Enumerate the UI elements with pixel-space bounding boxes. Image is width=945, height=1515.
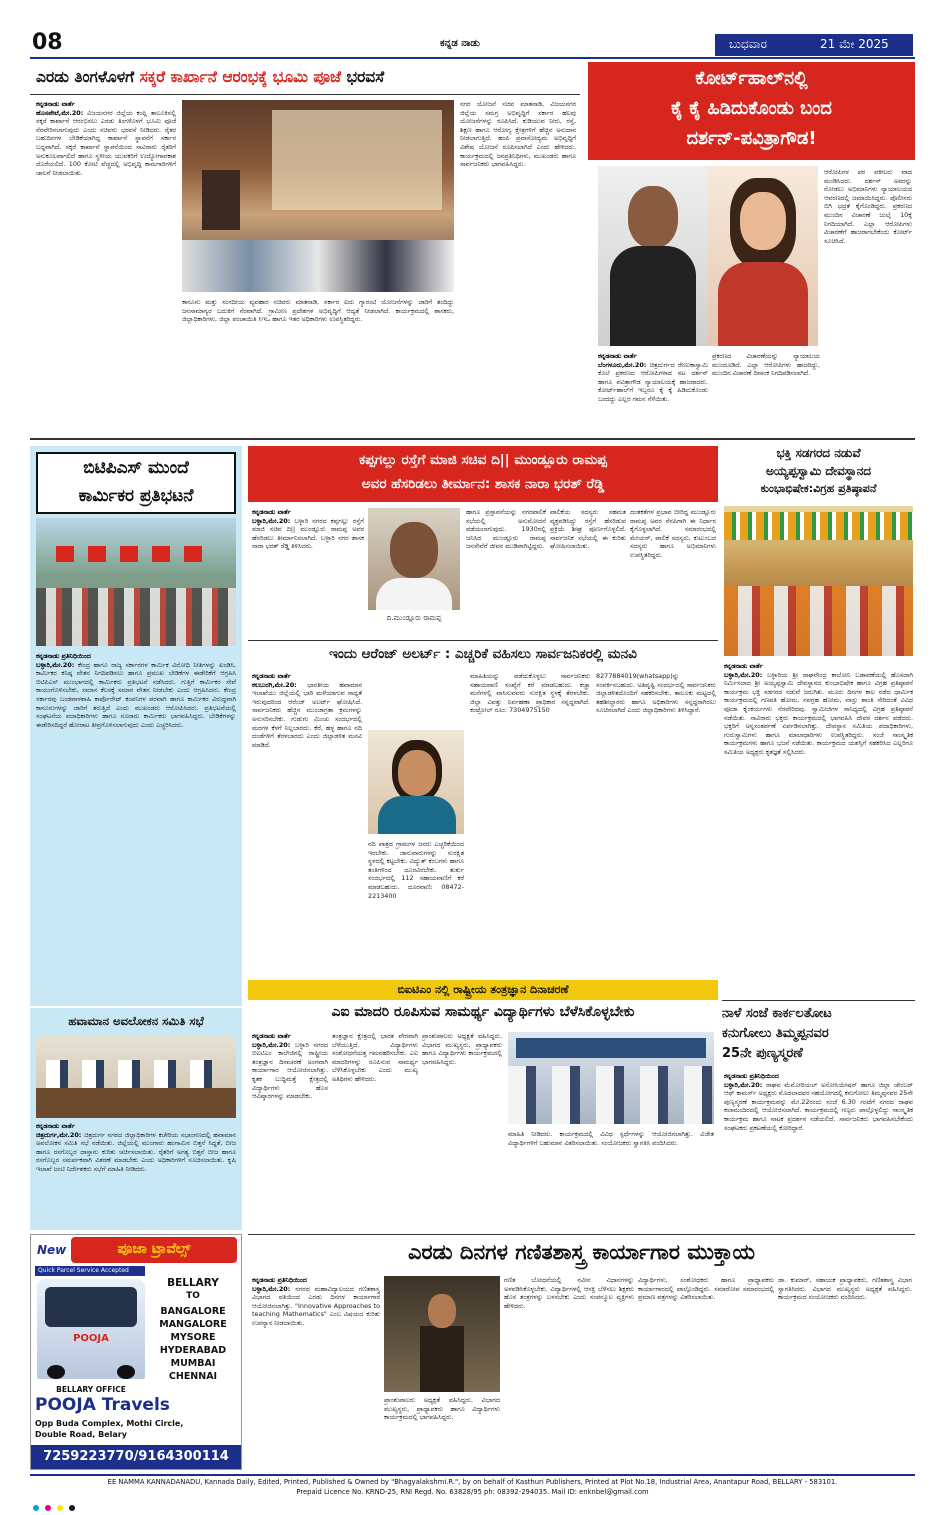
story-column: ಪ್ರಾಂಶುಪಾಲರು ಅಧ್ಯಕ್ಷತೆ ವಹಿಸಿದ್ದರು. ವಿಭಾಗದ ಮುಖ್ಯಸ್ಥರು, ಪ್ರಾಧ್ಯಾಪಕರು ಹಾಗೂ ವಿದ್ಯಾರ್ಥಿಗಳು ಕಾರ್ಯಕ್ರಮದಲ್ಲಿ ಭಾಗವಹಿಸಿದ್ದರು.: [422, 1032, 502, 1066]
imprint-line: EE NAMMA KANNADANADU, Kannada Daily, Edited, Printed, Published & Owned by "Bhagyalakshmi.R.", by on behalf of Kasthuri Publishers, Printed at Plot No.18, Industrial Area, Anantapur Road, BELLARY - 583101.: [107, 1478, 838, 1486]
imprint-line: Prepaid Licence No. KRND-25, RNI Regd. No. 63828/95 ph: 08392-294035. Mail ID: enknbel@gmail.com: [296, 1488, 649, 1496]
story-body: [36, 652, 236, 1002]
byline: ಕನ್ನಡನಾಡು ವಾರ್ತೆ: [252, 1032, 291, 1040]
story-body: [36, 1122, 236, 1228]
story-column: [36, 100, 176, 430]
portrait-head: [628, 186, 678, 248]
portrait-body: [718, 262, 808, 346]
ad-brand-en: POOJA Travels: [35, 1395, 170, 1415]
story-column: ಮಾಹಿತಿಯನ್ನು ಪಡೆದುಕೊಳ್ಳಲು ಸಾರ್ವಜನಿಕರು ಸಹಾಯವಾಣಿ ಸಂಖ್ಯೆಗೆ ಕರೆ ಮಾಡಬಹುದು. ಕಚ್ಚಾ ಮನೆಗಳಲ್ಲಿ ವಾಸಿಸುವವರು ಸುರಕ್ಷಿತ ಸ್ಥಳಕ್ಕೆ ತೆರಳಬೇಕು. ಜಿಲ್ಲಾ ವಿಪತ್ತು ನಿರ್ವಹಣಾ ಪ್ರಾಧಿಕಾರ ಸನ್ನದ್ಧವಾಗಿದೆ. ಕಂಟ್ರೋಲ್ ರೂಂ: 7304975150: [470, 672, 590, 715]
ad-address: Double Road, Belary: [35, 1430, 127, 1439]
byline: ಕನ್ನಡನಾಡು ವಾರ್ತೆ: [252, 672, 291, 680]
headline-box: [248, 446, 718, 502]
ad-brand-kn: ಪೂಜಾ ಟ್ರಾವೆಲ್ಸ್: [117, 1241, 191, 1257]
headline-line: ಭಕ್ತಿ ಸಡಗರದ ನಡುವೆ: [776, 446, 861, 460]
photo-caption: ದಿ.ಮುಂಡ್ಲೂರು ರಾಮಪ್ಪ: [386, 614, 442, 622]
headline-line: ಅವರ ಹೆಸರಿಡಲು ತೀರ್ಮಾನ: ಶಾಸಕ ನಾರಾ ಭರತ್ ರೆಡ್ಡಿ: [361, 476, 605, 492]
headline-box: [588, 62, 915, 160]
masthead: [0, 0, 945, 58]
dateline: ಬಳ್ಳಾರಿ,ಮೇ.20:: [724, 1080, 763, 1089]
meeting-table: [36, 1088, 236, 1118]
attendees: [46, 1060, 226, 1088]
body-text: ನಗರದ ಮಹಾವಿದ್ಯಾಲಯದ ಗಣಿತಶಾಸ್ತ್ರ ವಿಭಾಗದ ವತಿಯಿಂದ ಎರಡು ದಿನಗಳ ಕಾರ್ಯಾಗಾರ ಆಯೋಜಿಸಲಾಗಿತ್ತು. "Innovative Approaches to teaching Mathematics" ಎಂಬ ವಿಷಯದ ಕುರಿತು ಉಪನ್ಯಾಸ ನೀಡಲಾಯಿತು.: [252, 1284, 380, 1327]
bitm-photo: [508, 1032, 714, 1124]
dateline: ಬಳ್ಳಾರಿ,ಮೇ.20:: [724, 670, 763, 679]
headline-line: ಕೋರ್ಟ್‌ಹಾಲ್‌ನಲ್ಲಿ: [695, 68, 808, 89]
dateline: ಕಲಬುರಗಿ,ಮೇ.20:: [252, 680, 297, 689]
byline: ಕನ್ನಡನಾಡು ಪ್ರತಿನಿಧಿಯಿಂದ: [724, 1072, 779, 1080]
pavithra-photo: [708, 166, 818, 346]
dateline: ಬಳ್ಳಾರಿ,ಮೇ.20:: [252, 1040, 291, 1049]
headline: ಹವಾಮಾನ ಅವಲೋಕನ ಸಮಿತಿ ಸಭೆ: [68, 1014, 204, 1028]
story-column: ಕಾನೂನು ಮತ್ತು ಸಂಸದೀಯ ವ್ಯವಹಾರ ಸಚಿವರು ಮಾತನಾಡಿ, ಸರ್ಕಾರ ಐದು ಗ್ಯಾರಂಟಿ ಯೋಜನೆಗಳನ್ನು ಜಾರಿಗೆ ತಂದಿದ್ದು ಜನಸಾಮಾನ್ಯರ ಬದುಕಿಗೆ ನೆರವಾಗಿದೆ. ಗ್ರಾಮೀಣ ಪ್ರದೇಶಗಳ ಅಭಿವೃದ್ಧಿಗೆ ಆದ್ಯತೆ ನೀಡಲಾಗಿದೆ. ಕಾರ್ಯಕ್ರಮದಲ್ಲಿ ಶಾಸಕರು, ಜಿಲ್ಲಾಧಿಕಾರಿಗಳು, ಜಿಲ್ಲಾ ಪಂಚಾಯಿತಿ ಸಿಇಒ ಹಾಗೂ ಇತರ ಅಧಿಕಾರಿಗಳು ಉಪಸ್ಥಿತರಿದ್ದರು.: [182, 298, 454, 324]
story-column: ಹಾಗೂ ಪ್ರಸ್ತಾವನೆಯನ್ನು ನಗರಪಾಲಿಕೆ ಸಭೆಯಲ್ಲಿ ಅನುಮೋದನೆ ಪಡೆಯಲಾಗುವುದು. 1930ರಲ್ಲಿ ಜನಿಸಿದ ಮುಂಡ್ಲೂರು ರಾಮಪ್ಪ ಜನಸೇವೆಗೆ ಜೀವನ ಮುಡಿಪಾಗಿಟ್ಟಿದ್ದರು.: [466, 508, 546, 551]
body-text: ಚಿತ್ರದುರ್ಗದ ರೇಣುಕಾಸ್ವಾಮಿ ಕೊಲೆ ಪ್ರಕರಣದ ಆರೋಪಿಗಳಾದ ನಟ ದರ್ಶನ್ ಹಾಗೂ ಪವಿತ್ರಾಗೌಡ ನ್ಯಾಯಾಲಯಕ್ಕೆ ಹಾಜರಾದರು. ಕೋರ್ಟ್‌ಹಾಲ್‌ಗೆ ಇಬ್ಬರೂ ಕೈ ಕೈ ಹಿಡಿದುಕೊಂಡು ಬಂದದ್ದು ಎಲ್ಲರ ಗಮನ ಸೆಳೆಯಿತು.: [598, 360, 708, 403]
story-column: ದಂತಕತೆಗಳ ಪ್ರಭಾವ ಬೀರಿದ್ದ ಮುಂಡ್ಲೂರು ರಾಮಪ್ಪ ಅವರ ನೆನಪಿಗಾಗಿ ಈ ನಿರ್ಧಾರ ಕೈಗೊಳ್ಳಲಾಗಿದೆ. ಸಮಾರಂಭದಲ್ಲಿ ಮೇಯರ್, ಪಾಲಿಕೆ ಸದಸ್ಯರು, ಕುಟುಂಬದ ಸದಸ್ಯರು ಹಾಗೂ ಅಭಿಮಾನಿಗಳು ಉಪಸ್ಥಿತರಿದ್ದರು.: [630, 508, 716, 559]
story-column: ಪ್ರಕರಣದ ವಿಚಾರಣೆಯನ್ನು ನ್ಯಾಯಾಲಯ ಮುಂದೂಡಿದೆ. ಎಲ್ಲಾ ಆರೋಪಿಗಳು ಹಾಜರಿದ್ದು, ಮುಂದಿನ ವಿಚಾರಣೆ ದಿನಾಂಕ ನಿಗದಿಪಡಿಸಲಾಗಿದೆ.: [712, 352, 820, 378]
headline-line: ಕೈ ಕೈ ಹಿಡಿದುಕೊಂಡು ಬಂದ: [671, 98, 832, 119]
ad-from-city: BELLARY: [167, 1277, 219, 1289]
bus-illustration: [37, 1279, 145, 1379]
headline-line: ನಾಳೆ ಸಂಜೆ ಕಾರ್ಕಲತೋಟ: [722, 1006, 832, 1021]
registration-dot: [45, 1505, 51, 1511]
speaker: [428, 1294, 456, 1328]
ad-address: Opp Buda Complex, Mothi Circle,: [35, 1419, 184, 1428]
lectern: [420, 1326, 464, 1392]
divider: [722, 1000, 915, 1001]
event-photo: [182, 100, 454, 292]
darshan-photo: [598, 166, 708, 346]
byline: ಕನ್ನಡನಾಡು ಪ್ರತಿನಿಧಿಯಿಂದ: [36, 652, 91, 660]
byline: ಕನ್ನಡನಾಡು ವಾರ್ತೆ: [36, 100, 75, 108]
story-column: ಪ್ರಾಂಶುಪಾಲರು ಅಧ್ಯಕ್ಷತೆ ವಹಿಸಿದ್ದರು. ವಿಭಾಗದ ಮುಖ್ಯಸ್ಥರು, ಪ್ರಾಧ್ಯಾಪಕರು ಹಾಗೂ ವಿದ್ಯಾರ್ಥಿಗಳು ಕಾರ್ಯಕ್ರಮದಲ್ಲಿ ಭಾಗವಹಿಸಿದ್ದರು.: [384, 1396, 500, 1422]
speaker-podium: [202, 170, 240, 230]
story-anniversary: [722, 1000, 915, 1230]
body-text: ಬಳ್ಳಾರಿ ನಗರದ ಕಪ್ಪಗಲ್ಲು ರಸ್ತೆಗೆ ಮಾಜಿ ಸಚಿವ ದಿ|| ಮುಂಡ್ಲೂರು ರಾಮಪ್ಪ ಅವರ ಹೆಸರಿಡಲು ತೀರ್ಮಾನಿಸಲಾಗಿದೆ. ಬಳ್ಳಾರಿ ನಗರ ಶಾಸಕ ನಾರಾ ಭರತ್ ರೆಡ್ಡಿ ತಿಳಿಸಿದರು.: [252, 516, 364, 551]
masthead-rule: [30, 57, 915, 59]
story-column: ವಿದ್ಯಾರ್ಥಿಗಳು, ಸಂಶೋಧಕರು ಹಾಗೂ ಪ್ರಾಧ್ಯಾಪಕರು ಕಾರ್ಯಾಗಾರದಲ್ಲಿ ಪಾಲ್ಗೊಂಡಿದ್ದರು. ಸಮಾರೋಪ ಸಮಾರಂಭದಲ್ಲಿ ಪ್ರಮಾಣ ಪತ್ರಗಳನ್ನು ವಿತರಿಸಲಾಯಿತು.: [638, 1276, 774, 1302]
body-text: ಚಿತ್ರದುರ್ಗ ನಗರದ ಜಿಲ್ಲಾಧಿಕಾರಿಗಳ ಕಚೇರಿಯ ಸಭಾಂಗಣದಲ್ಲಿ ಹವಾಮಾನ ಅವಲೋಕನ ಸಮಿತಿ ಸಭೆ ನಡೆಯಿತು. ಜಿಲ್ಲೆಯಲ್ಲಿ ಮುಂಗಾರು ಹಂಗಾಮಿನ ಬಿತ್ತನೆ ಸಿದ್ಧತೆ, ಬೀಜ ಹಾಗೂ ರಸಗೊಬ್ಬರ ದಾಸ್ತಾನು ಕುರಿತು ಚರ್ಚಿಸಲಾಯಿತು. ರೈತರಿಗೆ ಅಗತ್ಯ ಬಿತ್ತನೆ ಬೀಜ ಹಾಗೂ ರಸಗೊಬ್ಬರ ಸಮರ್ಪಕವಾಗಿ ವಿತರಣೆ ಮಾಡಬೇಕು ಎಂದು ಅಧಿಕಾರಿಗಳಿಗೆ ಸೂಚಿಸಲಾಯಿತು. ಕೃಷಿ ಇಲಾಖೆ ಜಂಟಿ ನಿರ್ದೇಶಕರು ಸಭೆಗೆ ಮಾಹಿತಿ ನೀಡಿದರು.: [36, 1130, 236, 1173]
divider: [30, 94, 580, 95]
dateline: ಹೊಸಪೇಟೆ,ಮೇ.20:: [36, 108, 84, 117]
ad-city: MUMBAI: [170, 1358, 216, 1369]
ad-city: BANGALORE: [160, 1306, 226, 1317]
ad-city-list: [147, 1305, 239, 1383]
page-number: 08: [32, 30, 63, 55]
dateline: ಬಳ್ಳಾರಿ,ಮೇ.20:: [36, 660, 75, 669]
story-ayyappa-temple: [722, 446, 915, 994]
protest-flags: [56, 546, 216, 562]
ad-city: CHENNAI: [168, 1371, 218, 1382]
dateline: ಬೆಂಗಳೂರು,ಮೇ.20:: [598, 360, 647, 369]
headline-line: ದರ್ಶನ್-ಪವಿತ್ರಾಗೌಡ!: [686, 128, 817, 149]
story-weather-meeting: [30, 1008, 242, 1230]
dateline: ಚಿತ್ರದುರ್ಗ,ಮೇ.20:: [36, 1130, 82, 1139]
headline-line: ಕಾರ್ಮಿಕರ ಪ್ರತಿಭಟನೆ: [78, 486, 194, 506]
dateline: ಬಳ್ಳಾರಿ,ಮೇ.20:: [252, 1284, 291, 1293]
story-column: ನಗರ ಯೋಜನೆ ಸಚಿವ ಮಾತನಾಡಿ, ವಿಜಯನಗರ ಜಿಲ್ಲೆಯ ಸಮಗ್ರ ಅಭಿವೃದ್ಧಿಗೆ ಸರ್ಕಾರ ಹಲವು ಯೋಜನೆಗಳನ್ನು ರೂಪಿಸಿದೆ. ಕುಡಿಯುವ ನೀರು, ರಸ್ತೆ, ಶಿಕ್ಷಣ ಹಾಗೂ ಆರೋಗ್ಯ ಕ್ಷೇತ್ರಗಳಿಗೆ ಹೆಚ್ಚಿನ ಅನುದಾನ ನೀಡಲಾಗುತ್ತಿದೆ. ಹಂಪಿ ಪ್ರವಾಸೋದ್ಯಮ ಅಭಿವೃದ್ಧಿಗೆ ವಿಶೇಷ ಯೋಜನೆ ರೂಪಿಸಲಾಗಿದೆ ಎಂದು ಹೇಳಿದರು. ಕಾರ್ಯಕ್ರಮದಲ್ಲಿ ಜನಪ್ರತಿನಿಧಿಗಳು, ಮುಖಂಡರು ಹಾಗೂ ಸಾರ್ವಜನಿಕರು ಭಾಗವಹಿಸಿದ್ದರು.: [460, 100, 576, 169]
story-body: [724, 662, 913, 992]
story-body: [724, 1072, 913, 1228]
story-column: [252, 672, 362, 972]
date-label: 21 ಮೇ 2025: [820, 37, 889, 51]
headline-part: ಭರವಸೆ: [341, 68, 385, 86]
headline: ಇಂದು ಆರೆಂಜ್ ಅಲರ್ಟ್ : ಎಚ್ಚರಿಕೆ ವಹಿಸಲು ಸಾರ್ವಜನಿಕರಲ್ಲಿ ಮನವಿ: [329, 646, 637, 662]
body-text: ರಾಘವ ಮೆಮೋರಿಯಲ್ ಅಸೋಸಿಯೇಷನ್ ಹಾಗೂ ಜಿಲ್ಲಾ ಚೇಂಬರ್ ಆಫ್ ಕಾಮರ್ಸ್ ಅಧ್ಯಕ್ಷರು ಮೊದಲಾದವರ ಸಹಯೋಗದಲ್ಲಿ ಕನುಗೋಲು ತಿಮ್ಮಪ್ಪನವರ 25ನೇ ಪುಣ್ಯಸ್ಮರಣೆ ಕಾರ್ಯಕ್ರಮವನ್ನು ಮೇ.22ರಂದು ಸಂಜೆ 6.30 ಗಂಟೆಗೆ ನಗರದ ರಾಘವ ಕಲಾಮಂದಿರದಲ್ಲಿ ಆಯೋಜಿಸಲಾಗಿದೆ. ಕಾರ್ಯಕ್ರಮದಲ್ಲಿ ಗಣ್ಯರು ಪಾಲ್ಗೊಳ್ಳಲಿದ್ದು ಸಾಂಸ್ಕೃತಿಕ ಕಾರ್ಯಕ್ರಮ ಹಾಗೂ ನಾಟಕ ಪ್ರದರ್ಶನ ನಡೆಯಲಿದೆ. ಸಾರ್ವಜನಿಕರು ಭಾಗವಹಿಸಬೇಕೆಂದು ಸಂಘಟಕರು ಪ್ರಕಟಣೆಯಲ್ಲಿ ಕೋರಿದ್ದಾರೆ.: [724, 1080, 913, 1132]
ad-phones: 7259223770/9164300114: [43, 1449, 229, 1464]
headline-box: [36, 452, 236, 514]
meeting-photo: [36, 1036, 236, 1118]
headline-highlight: ಸಕ್ಕರೆ ಕಾರ್ಖಾನೆ ಆರಂಭಕ್ಕೆ ಭೂಮಿ ಪೂಜೆ: [139, 68, 342, 86]
story-sugar-factory: [30, 60, 580, 435]
story-column: ಗಣಿತ ಬೋಧನೆಯಲ್ಲಿ ನವೀನ ವಿಧಾನಗಳನ್ನು ಅಳವಡಿಸಿಕೊಳ್ಳಬೇಕು. ವಿದ್ಯಾರ್ಥಿಗಳಲ್ಲಿ ಆಸಕ್ತಿ ಬೆಳೆಸಲು ಶಿಕ್ಷಕರು ಹೊಸ ತಂತ್ರಗಳನ್ನು ಬಳಸಬೇಕು ಎಂದು ಸಂಪನ್ಮೂಲ ವ್ಯಕ್ತಿಗಳು ಹೇಳಿದರು.: [504, 1276, 634, 1310]
ad-city: MYSORE: [170, 1332, 216, 1343]
registration-dot: [33, 1505, 39, 1511]
bus-windshield: [45, 1287, 137, 1327]
story-column: 8277884019(whatsapp)ನ್ನು ಸಂಪರ್ಕಿಸಬಹುದು. ಅತಿವೃಷ್ಟಿ ಸಂದರ್ಭದಲ್ಲಿ ಸಾರ್ವಜನಿಕರು ಜಿಲ್ಲಾಡಳಿತದೊಂದಿಗೆ ಸಹಕರಿಸಬೇಕು. ತಾಲೂಕು ಮಟ್ಟದಲ್ಲಿ ತಹಶೀಲ್ದಾರರು ಹಾಗೂ ಅಧಿಕಾರಿಗಳು ಸನ್ನದ್ಧರಾಗಿರಲು ಸೂಚಿಸಲಾಗಿದೆ ಎಂದು ಜಿಲ್ಲಾಧಿಕಾರಿಗಳು ತಿಳಿಸಿದ್ದಾರೆ.: [596, 672, 716, 715]
story-column: [598, 352, 708, 432]
registration-marks: [30, 1496, 915, 1506]
headline-part: ಎರಡು ತಿಂಗಳೊಳಗೆ: [36, 68, 140, 86]
ad-to-label: TO: [186, 1291, 200, 1301]
story-maths-workshop: [248, 1236, 915, 1470]
story-column: ಪಾಲಿಕೆಯ ಸದಸ್ಯರು ಸಹಮತ ವ್ಯಕ್ತಪಡಿಸಿದ್ದು ರಸ್ತೆಗೆ ಹೆಸರಿಡುವ ಪ್ರಕ್ರಿಯೆ ಶೀಘ್ರ ಪೂರ್ಣಗೊಳ್ಳಲಿದೆ. ಸಾರ್ವಜನಿಕ ಸಭೆಯಲ್ಲಿ ಈ ಕುರಿತು ಘೋಷಿಸಲಾಯಿತು.: [550, 508, 626, 551]
ad-city: MANGALORE: [159, 1319, 227, 1330]
body-text: ವಿಜಯನಗರ ಜಿಲ್ಲೆಯ ಕಂಪ್ಲಿ ತಾಲೂಕಿನಲ್ಲಿ ಸಕ್ಕರೆ ಕಾರ್ಖಾನೆ ಆರಂಭಿಸಲು ಎರಡು ತಿಂಗಳೊಳಗೆ ಭೂಮಿ ಪೂಜೆ ನೆರವೇರಿಸಲಾಗುವುದು ಎಂದು ಸಚಿವರು ಭರವಸೆ ನೀಡಿದರು. ರೈತರ ಬಹುದಿನಗಳ ಬೇಡಿಕೆಯಾಗಿದ್ದ ಕಾರ್ಖಾನೆ ಸ್ಥಾಪನೆಗೆ ಸರ್ಕಾರ ಬದ್ಧವಾಗಿದೆ. ಸಕ್ಕರೆ ಕಾರ್ಖಾನೆ ಸ್ಥಾಪನೆಯಿಂದ ಸಾವಿರಾರು ರೈತರಿಗೆ ಅನುಕೂಲವಾಗಲಿದೆ ಹಾಗೂ ಸ್ಥಳೀಯ ಯುವಕರಿಗೆ ಉದ್ಯೋಗಾವಕಾಶ ದೊರೆಯಲಿದೆ. 100 ಕೋಟಿ ವೆಚ್ಚದಲ್ಲಿ ಅಭಿವೃದ್ಧಿ ಕಾಮಗಾರಿಗಳಿಗೆ ಚಾಲನೆ ನೀಡಲಾಯಿತು.: [36, 108, 176, 177]
dignitaries: [508, 1066, 714, 1124]
story-column: [252, 508, 364, 632]
day-label: ಬುಧವಾರ: [729, 37, 767, 51]
ramappa-photo: [368, 508, 460, 610]
registration-dot: [69, 1505, 75, 1511]
stage-backdrop: [272, 110, 442, 210]
audience-row: [182, 240, 454, 292]
byline: ಕನ್ನಡನಾಡು ವಾರ್ತೆ: [598, 352, 637, 360]
workshop-photo: [384, 1276, 500, 1392]
headline-line: ಅಯ್ಯಪ್ಪಸ್ವಾಮಿ ದೇವಸ್ಥಾನದ: [765, 464, 872, 478]
byline: ಕನ್ನಡನಾಡು ವಾರ್ತೆ: [36, 1122, 75, 1130]
temple-photo: [724, 506, 913, 656]
story-column: ಮಾಹಿತಿ ನೀಡಿದರು. ಕಾರ್ಯಕ್ರಮದಲ್ಲಿ ವಿವಿಧ ಸ್ಪರ್ಧೆಗಳನ್ನು ಆಯೋಜಿಸಲಾಗಿತ್ತು. ವಿಜೇತ ವಿದ್ಯಾರ್ಥಿಗಳಿಗೆ ಬಹುಮಾನ ವಿತರಿಸಲಾಯಿತು. ಸಂಯೋಜಕರು ಸ್ವಾಗತಿಸಿ ವಂದಿಸಿದರು.: [508, 1130, 714, 1147]
story-road-naming: [248, 446, 718, 634]
ad-new-label: New: [37, 1243, 67, 1257]
flower-decor: [724, 512, 913, 540]
protest-photo: [36, 518, 236, 646]
banner: [516, 1038, 706, 1058]
kicker: ಬಿಐಟಿಎಂ ನಲ್ಲಿ ರಾಷ್ಟ್ರೀಯ ತಂತ್ರಜ್ಞಾನ ದಿನಾಚರಣೆ: [397, 983, 569, 996]
byline: ಕನ್ನಡನಾಡು ಪ್ರತಿನಿಧಿಯಿಂದ: [252, 1276, 307, 1284]
story-column: ನದಿ ಪಾತ್ರದ ಗ್ರಾಮಗಳ ಜನರು ಎಚ್ಚರಿಕೆಯಿಂದ ಇರಬೇಕು. ಜಾನುವಾರುಗಳನ್ನು ಸುರಕ್ಷಿತ ಸ್ಥಳದಲ್ಲಿ ಕಟ್ಟಬೇಕು. ವಿದ್ಯುತ್ ಕಂಬಗಳು ಹಾಗೂ ತಂತಿಗಳಿಂದ ದೂರವಿರಬೇಕು. ತುರ್ತು ಸಂದರ್ಭದಲ್ಲಿ 112 ಸಹಾಯವಾಣಿಗೆ ಕರೆ ಮಾಡಬಹುದು. ದೂರವಾಣಿ: 08472-2213400: [368, 840, 464, 900]
story-column: [252, 1032, 328, 1228]
kicker-box: [248, 980, 718, 1000]
story-orange-alert: [248, 640, 718, 974]
story-bitm-tech-day: [248, 980, 718, 1230]
protesters: [36, 588, 236, 646]
ad-pooja-travels: [30, 1234, 242, 1470]
dateline: ಬಳ್ಳಾರಿ,ಮೇ.20:: [252, 516, 291, 525]
officer-photo: [368, 730, 464, 834]
story-column: [252, 1276, 380, 1468]
story-darshan: [588, 60, 915, 435]
paper-name: ಕನ್ನಡ ನಾಡು: [440, 38, 480, 49]
byline: ಕನ್ನಡನಾಡು ವಾರ್ತೆ: [252, 508, 291, 516]
portrait-body: [378, 796, 456, 834]
story-column: ತಂತ್ರಜ್ಞಾನ ಕ್ಷೇತ್ರದಲ್ಲಿ ಭಾರತ ವೇಗವಾಗಿ ಬೆಳೆಯುತ್ತಿದೆ. ವಿದ್ಯಾರ್ಥಿಗಳು ಸಂಶೋಧನೆಯತ್ತ ಗಮನಹರಿಸಬೇಕು. ಎಐ ಮಾದರಿಗಳನ್ನು ರೂಪಿಸುವ ಸಾಮರ್ಥ್ಯ ಬೆಳೆಸಿಕೊಳ್ಳಬೇಕು ಎಂದು ಮುಖ್ಯ ಅತಿಥಿಗಳು ಹೇಳಿದರು.: [332, 1032, 418, 1083]
ad-office-label: BELLARY OFFICE: [56, 1385, 126, 1394]
body-text: ಕೇಂದ್ರ ಹಾಗೂ ರಾಜ್ಯ ಸರ್ಕಾರಗಳ ಕಾರ್ಮಿಕ ವಿರೋಧಿ ನೀತಿಗಳನ್ನು ಖಂಡಿಸಿ, ಕಾರ್ಮಿಕರ ಕನಿಷ್ಠ ವೇತನ ನಿಗದಿಪಡಿಸಲು ಹಾಗೂ ಪ್ರಮುಖ ಬೇಡಿಕೆಗಳ ಈಡೇರಿಕೆಗೆ ಆಗ್ರಹಿಸಿ ಬಿಟಿಪಿಎಸ್ ಮುಂಭಾಗದಲ್ಲಿ ಕಾರ್ಮಿಕರು ಪ್ರತಿಭಟನೆ ನಡೆಸಿದರು. ಗುತ್ತಿಗೆ ಕಾರ್ಮಿಕರ ಸೇವೆ ಕಾಯಂಗೊಳಿಸಬೇಕು, ಸಮಾನ ಕೆಲಸಕ್ಕೆ ಸಮಾನ ವೇತನ ನೀಡಬೇಕು ಎಂದು ಆಗ್ರಹಿಸಿದರು. ಕೇಂದ್ರ ಸರ್ಕಾರವು ಬಂಡವಾಳಶಾಹಿ ಕಾರ್ಪೊರೇಟ್ ಕಂಪನಿಗಳ ಪರವಾಗಿ ಹಾಗೂ ಕಾರ್ಮಿಕರ ವಿರುದ್ಧವಾಗಿ ಕಾನೂನುಗಳನ್ನು ಜಾರಿಗೆ ತರುತ್ತಿದೆ ಎಂದು ಮುಖಂಡರು ಆರೋಪಿಸಿದರು. ಪ್ರತಿಭಟನೆಯಲ್ಲಿ ಸಂಘಟನೆಯ ಪದಾಧಿಕಾರಿಗಳು ಹಾಗೂ ನೂರಾರು ಕಾರ್ಮಿಕರು ಭಾಗವಹಿಸಿದ್ದರು. ಬೇಡಿಕೆಗಳನ್ನು ಈಡೇರಿಸದಿದ್ದರೆ ಹೋರಾಟ ತೀವ್ರಗೊಳಿಸಲಾಗುವುದು ಎಂದು ಎಚ್ಚರಿಸಿದರು.: [36, 660, 236, 729]
divider: [248, 640, 718, 641]
story-btps-protest: [30, 446, 242, 1006]
story-column: ಆರೋಪಿಗಳ ಪರ ವಕೀಲರು ವಾದ ಮಂಡಿಸಿದರು. ದರ್ಶನ್ ಅವರನ್ನು ನೋಡಲು ಅಭಿಮಾನಿಗಳು ನ್ಯಾಯಾಲಯದ ಆವರಣದಲ್ಲಿ ಜಮಾಯಿಸಿದ್ದರು. ಪೊಲೀಸರು ಬಿಗಿ ಭದ್ರತೆ ಕೈಗೊಂಡಿದ್ದರು. ಪ್ರಕರಣದ ಮುಂದಿನ ವಿಚಾರಣೆ ಜುಲೈ 10ಕ್ಕೆ ನಿಗದಿಯಾಗಿದೆ. ಎಲ್ಲಾ ಆರೋಪಿಗಳು ವಿಚಾರಣೆಗೆ ಹಾಜರಾಗಬೇಕೆಂದು ಕೋರ್ಟ್ ಸೂಚಿಸಿದೆ.: [824, 168, 912, 245]
headline: ಎರಡು ದಿನಗಳ ಗಣಿತಶಾಸ್ತ್ರ ಕಾರ್ಯಾಗಾರ ಮುಕ್ತಾಯ: [407, 1240, 756, 1264]
portrait-body: [610, 246, 696, 346]
ad-phone-strip: [31, 1445, 241, 1469]
portrait-head: [390, 522, 438, 578]
section-divider: [248, 1234, 915, 1235]
bus-name: POOJA: [73, 1333, 109, 1344]
devotees: [724, 586, 913, 656]
ad-service-strip: [35, 1266, 145, 1276]
ad-brand-banner: [71, 1237, 237, 1263]
bus-wheel: [117, 1365, 135, 1379]
body-text: ಭಾರತೀಯ ಹವಾಮಾನ ಇಲಾಖೆಯು ಜಿಲ್ಲೆಯಲ್ಲಿ ಭಾರಿ ಮಳೆಯಾಗುವ ಸಾಧ್ಯತೆ ಇರುವುದರಿಂದ ಆರೆಂಜ್ ಅಲರ್ಟ್ ಘೋಷಿಸಿದೆ. ಸಾರ್ವಜನಿಕರು ಹೆಚ್ಚಿನ ಮುಂಜಾಗ್ರತಾ ಕ್ರಮಗಳನ್ನು ಅನುಸರಿಸಬೇಕು. ಗುಡುಗು ಮಿಂಚು ಸಂದರ್ಭದಲ್ಲಿ ಮರಗಳ ಕೆಳಗೆ ನಿಲ್ಲಬಾರದು. ಕೆರೆ, ಹಳ್ಳ ಹಾಗೂ ನದಿ ದಂಡೆಗಳಿಗೆ ತೆರಳಬಾರದು ಎಂದು ಜಿಲ್ಲಾಡಳಿತ ಮನವಿ ಮಾಡಿದೆ.: [252, 680, 362, 749]
portrait-head: [398, 750, 436, 796]
registration-dot: [57, 1505, 63, 1511]
byline: ಕನ್ನಡನಾಡು ವಾರ್ತೆ: [724, 662, 763, 670]
ad-city: HYDERABAD: [159, 1345, 227, 1356]
headline: ಎಐ ಮಾದರಿ ರೂಪಿಸುವ ಸಾಮರ್ಥ್ಯ ವಿದ್ಯಾರ್ಥಿಗಳು ಬೆಳೆಸಿಕೊಳ್ಳಬೇಕು: [331, 1004, 635, 1020]
ad-service-text: Quick Parcel Service Accepted: [38, 1267, 129, 1274]
portrait-body: [376, 578, 452, 610]
portrait-head: [740, 192, 786, 250]
body-text: ಬಳ್ಳಾರಿ ನಗರದ ಬಿಐಟಿಎಂ ಕಾಲೇಜಿನಲ್ಲಿ ರಾಷ್ಟ್ರೀಯ ತಂತ್ರಜ್ಞಾನ ದಿನಾಚರಣೆ ಅಂಗವಾಗಿ ಕಾರ್ಯಾಗಾರ ಆಯೋಜಿಸಲಾಗಿತ್ತು. ಕೃತಕ ಬುದ್ಧಿಮತ್ತೆ ಕ್ಷೇತ್ರದಲ್ಲಿ ವಿದ್ಯಾರ್ಥಿಗಳು ಹೊಸ ಆವಿಷ್ಕಾರಗಳನ್ನು ಮಾಡಬೇಕು.: [252, 1040, 328, 1101]
headline: [36, 64, 576, 90]
body-text: ಬಳ್ಳಾರಿಯ ಶ್ರೀ ರಾಘವೇಂದ್ರ ಕಾಲೋನಿ ಬಡಾವಣೆಯಲ್ಲಿ ಹೊಸದಾಗಿ ನಿರ್ಮಿಸಲಾದ ಶ್ರೀ ಅಯ್ಯಪ್ಪಸ್ವಾಮಿ ದೇವಸ್ಥಾನದ ಕುಂಭಾಭಿಷೇಕ ಹಾಗೂ ವಿಗ್ರಹ ಪ್ರತಿಷ್ಠಾಪನೆ ಕಾರ್ಯಕ್ರಮ ಭಕ್ತಿ ಸಡಗರದ ನಡುವೆ ಜರುಗಿತು. ಮೂರು ದಿನಗಳ ಕಾಲ ನಡೆದ ಧಾರ್ಮಿಕ ಕಾರ್ಯಕ್ರಮದಲ್ಲಿ ಗಣಪತಿ ಹೋಮ, ನವಗ್ರಹ ಹೋಮ, ವಾಸ್ತು ಶಾಂತಿ ಸೇರಿದಂತೆ ವಿವಿಧ ಪೂಜಾ ಕೈಂಕರ್ಯಗಳು ನೆರವೇರಿದವು. ಸ್ವಾಮೀಜಿಗಳ ಸಾನಿಧ್ಯದಲ್ಲಿ ವಿಗ್ರಹ ಪ್ರತಿಷ್ಠಾಪನೆ ನಡೆಯಿತು. ಸಾವಿರಾರು ಭಕ್ತರು ಕಾರ್ಯಕ್ರಮದಲ್ಲಿ ಭಾಗವಹಿಸಿ ದೇವರ ದರ್ಶನ ಪಡೆದರು. ಭಕ್ತರಿಗೆ ಅನ್ನಸಂತರ್ಪಣೆ ಏರ್ಪಡಿಸಲಾಗಿತ್ತು. ದೇವಸ್ಥಾನ ಸಮಿತಿಯ ಪದಾಧಿಕಾರಿಗಳು, ಗುರುಸ್ವಾಮಿಗಳು ಹಾಗೂ ಮಾಲಾಧಾರಿಗಳು ಉಪಸ್ಥಿತರಿದ್ದರು. ಸಂಜೆ ಸಾಂಸ್ಕೃತಿಕ ಕಾರ್ಯಕ್ರಮಗಳು ಹಾಗೂ ಭಜನೆ ನಡೆಯಿತು. ಕಾರ್ಯಕ್ರಮದ ಯಶಸ್ಸಿಗೆ ಸಹಕರಿಸಿದ ಎಲ್ಲರಿಗೂ ಸಮಿತಿಯ ಅಧ್ಯಕ್ಷರು ಕೃತಜ್ಞತೆ ಸಲ್ಲಿಸಿದರು.: [724, 670, 913, 756]
headline-line: 25ನೇ ಪುಣ್ಯಸ್ಮರಣೆ: [722, 1046, 803, 1061]
headline-line: ಕಪ್ಪಗಲ್ಲು ರಸ್ತೆಗೆ ಮಾಜಿ ಸಚಿವ ದಿ|| ಮುಂಡ್ಲೂರು ರಾಮಪ್ಪ: [359, 452, 607, 468]
date-banner: [715, 34, 913, 56]
story-column: ಡಾ. ಕುಮಾರ್, ಸಹಾಯಕ ಪ್ರಾಧ್ಯಾಪಕರು, ಗಣಿತಶಾಸ್ತ್ರ ವಿಭಾಗ ಸ್ವಾಗತಿಸಿದರು. ವಿಭಾಗದ ಮುಖ್ಯಸ್ಥರು ಅಧ್ಯಕ್ಷತೆ ವಹಿಸಿದ್ದರು. ಕಾರ್ಯಕ್ರಮದ ಸಂಯೋಜಕರು ವಂದಿಸಿದರು.: [778, 1276, 912, 1302]
section-divider: [30, 438, 915, 440]
headline-line: ಕುಂಭಾಭಿಷೇಕ:ವಿಗ್ರಹ ಪ್ರತಿಷ್ಠಾಪನೆ: [760, 482, 877, 495]
bus-wheel: [47, 1365, 65, 1379]
headline-line: ಕನುಗೋಲು ತಿಮ್ಮಪ್ಪನವರ: [722, 1026, 829, 1041]
headline-line: ಬಿಟಿಪಿಎಸ್ ಮುಂದೆ: [83, 458, 189, 478]
